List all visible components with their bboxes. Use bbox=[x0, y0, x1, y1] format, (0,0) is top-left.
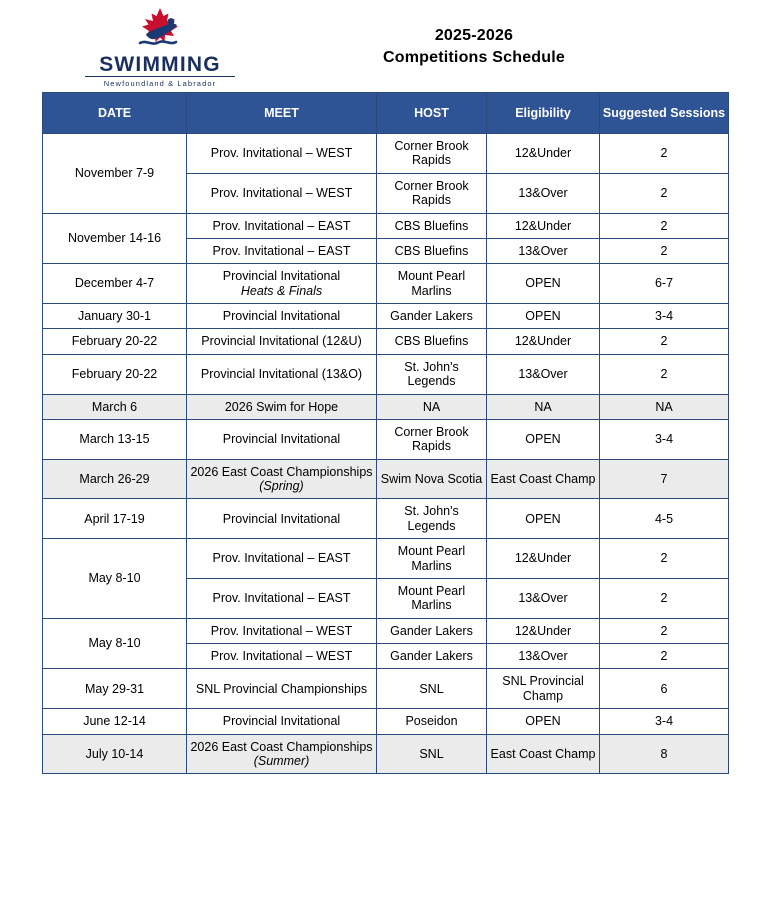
schedule-table-container bbox=[0, 92, 758, 774]
cell-date: May 29-31 bbox=[43, 669, 187, 709]
cell-sessions: 6-7 bbox=[600, 264, 729, 304]
cell-host: Gander Lakers bbox=[377, 644, 487, 669]
cell-date: November 7-9 bbox=[43, 134, 187, 214]
cell-host: CBS Bluefins bbox=[377, 238, 487, 263]
cell-meet: Prov. Invitational – WEST bbox=[187, 618, 377, 643]
cell-eligibility: 12&Under bbox=[487, 539, 600, 579]
cell-sessions: 2 bbox=[600, 329, 729, 354]
meet-subtitle: Heats & Finals bbox=[240, 283, 323, 298]
cell-date: December 4-7 bbox=[43, 264, 187, 304]
cell-sessions: 2 bbox=[600, 618, 729, 643]
organization-logo bbox=[60, 6, 260, 88]
cell-date: February 20-22 bbox=[43, 354, 187, 394]
cell-eligibility: OPEN bbox=[487, 419, 600, 459]
cell-meet: 2026 East Coast Championships (Summer) bbox=[187, 734, 377, 774]
cell-eligibility: OPEN bbox=[487, 304, 600, 329]
cell-host: St. John's Legends bbox=[377, 499, 487, 539]
title-season: 2025-2026 bbox=[434, 27, 514, 45]
cell-eligibility: 13&Over bbox=[487, 578, 600, 618]
table-row bbox=[43, 304, 729, 329]
cell-sessions: 2 bbox=[600, 238, 729, 263]
table-row bbox=[43, 459, 729, 499]
cell-sessions: 2 bbox=[600, 213, 729, 238]
document-title bbox=[260, 25, 728, 68]
table-row bbox=[43, 329, 729, 354]
cell-host: Mount Pearl Marlins bbox=[377, 264, 487, 304]
cell-host: St. John's Legends bbox=[377, 354, 487, 394]
cell-date: February 20-22 bbox=[43, 329, 187, 354]
cell-date: June 12-14 bbox=[43, 709, 187, 734]
cell-sessions: 3-4 bbox=[600, 419, 729, 459]
cell-sessions: 8 bbox=[600, 734, 729, 774]
cell-meet: 2026 East Coast Championships (Spring) bbox=[187, 459, 377, 499]
cell-eligibility: OPEN bbox=[487, 709, 600, 734]
column-header-sessions: Suggested Sessions bbox=[600, 93, 729, 134]
cell-eligibility: 12&Under bbox=[487, 134, 600, 174]
cell-host: CBS Bluefins bbox=[377, 213, 487, 238]
cell-eligibility: East Coast Champ bbox=[487, 734, 600, 774]
cell-host: Gander Lakers bbox=[377, 304, 487, 329]
column-header-date: DATE bbox=[43, 93, 187, 134]
meet-subtitle: (Summer) bbox=[253, 753, 310, 768]
cell-date: May 8-10 bbox=[43, 539, 187, 619]
table-row bbox=[43, 669, 729, 709]
cell-eligibility: OPEN bbox=[487, 264, 600, 304]
cell-sessions: 3-4 bbox=[600, 304, 729, 329]
table-row bbox=[43, 264, 729, 304]
cell-sessions: 2 bbox=[600, 173, 729, 213]
logo-wordmark: SWIMMING bbox=[99, 53, 221, 76]
column-header-host: HOST bbox=[377, 93, 487, 134]
table-row bbox=[43, 394, 729, 419]
cell-eligibility: 13&Over bbox=[487, 238, 600, 263]
cell-date: November 14-16 bbox=[43, 213, 187, 264]
cell-host: Swim Nova Scotia bbox=[377, 459, 487, 499]
cell-eligibility: East Coast Champ bbox=[487, 459, 600, 499]
table-row bbox=[43, 213, 729, 238]
cell-host: Mount Pearl Marlins bbox=[377, 539, 487, 579]
column-header-meet: MEET bbox=[187, 93, 377, 134]
cell-host: Corner Brook Rapids bbox=[377, 134, 487, 174]
cell-date: March 6 bbox=[43, 394, 187, 419]
cell-eligibility: 12&Under bbox=[487, 213, 600, 238]
cell-meet: Prov. Invitational – WEST bbox=[187, 134, 377, 174]
cell-host: Corner Brook Rapids bbox=[377, 419, 487, 459]
maple-leaf-swimmer-icon bbox=[130, 6, 190, 52]
document-header bbox=[0, 0, 758, 92]
cell-sessions: NA bbox=[600, 394, 729, 419]
cell-meet: Provincial Invitational bbox=[187, 419, 377, 459]
meet-subtitle: (Spring) bbox=[259, 479, 304, 493]
cell-sessions: 6 bbox=[600, 669, 729, 709]
cell-date: May 8-10 bbox=[43, 618, 187, 669]
table-header-row bbox=[43, 93, 729, 134]
logo-subtitle: Newfoundland & Labrador bbox=[103, 79, 217, 88]
cell-meet: Provincial Invitational (12&U) bbox=[187, 329, 377, 354]
cell-sessions: 4-5 bbox=[600, 499, 729, 539]
cell-meet: Provincial Invitational bbox=[187, 304, 377, 329]
cell-host: Poseidon bbox=[377, 709, 487, 734]
cell-eligibility: 13&Over bbox=[487, 644, 600, 669]
cell-eligibility: 13&Over bbox=[487, 354, 600, 394]
cell-date: March 26-29 bbox=[43, 459, 187, 499]
table-row bbox=[43, 419, 729, 459]
logo-divider bbox=[85, 76, 235, 77]
cell-sessions: 3-4 bbox=[600, 709, 729, 734]
cell-eligibility: SNL Provincial Champ bbox=[487, 669, 600, 709]
cell-meet: Prov. Invitational – WEST bbox=[187, 173, 377, 213]
cell-meet: Prov. Invitational – EAST bbox=[187, 539, 377, 579]
cell-host: SNL bbox=[377, 669, 487, 709]
cell-eligibility: 12&Under bbox=[487, 618, 600, 643]
cell-eligibility: 12&Under bbox=[487, 329, 600, 354]
cell-sessions: 2 bbox=[600, 644, 729, 669]
title-subject: Competitions Schedule bbox=[383, 49, 565, 66]
cell-meet: 2026 Swim for Hope bbox=[187, 394, 377, 419]
cell-sessions: 2 bbox=[600, 354, 729, 394]
table-row bbox=[43, 618, 729, 643]
competitions-schedule-table bbox=[42, 92, 729, 774]
cell-host: Gander Lakers bbox=[377, 618, 487, 643]
table-row bbox=[43, 354, 729, 394]
cell-eligibility: 13&Over bbox=[487, 173, 600, 213]
table-body bbox=[43, 134, 729, 774]
cell-meet: Prov. Invitational – EAST bbox=[187, 578, 377, 618]
column-header-eligibility: Eligibility bbox=[487, 93, 600, 134]
table-row bbox=[43, 539, 729, 579]
cell-host: CBS Bluefins bbox=[377, 329, 487, 354]
cell-sessions: 7 bbox=[600, 459, 729, 499]
table-row bbox=[43, 709, 729, 734]
table-row bbox=[43, 734, 729, 774]
cell-host: SNL bbox=[377, 734, 487, 774]
cell-date: April 17-19 bbox=[43, 499, 187, 539]
cell-date: July 10-14 bbox=[43, 734, 187, 774]
table-row bbox=[43, 499, 729, 539]
cell-meet: Prov. Invitational – EAST bbox=[187, 213, 377, 238]
cell-host: Corner Brook Rapids bbox=[377, 173, 487, 213]
cell-meet: Prov. Invitational – WEST bbox=[187, 644, 377, 669]
cell-meet: SNL Provincial Championships bbox=[187, 669, 377, 709]
cell-meet: Provincial Invitational Heats & Finals bbox=[187, 264, 377, 304]
cell-eligibility: OPEN bbox=[487, 499, 600, 539]
cell-sessions: 2 bbox=[600, 539, 729, 579]
cell-sessions: 2 bbox=[600, 134, 729, 174]
cell-meet: Provincial Invitational bbox=[187, 709, 377, 734]
cell-meet: Provincial Invitational bbox=[187, 499, 377, 539]
cell-sessions: 2 bbox=[600, 578, 729, 618]
cell-meet: Provincial Invitational (13&O) bbox=[187, 354, 377, 394]
table-row bbox=[43, 134, 729, 174]
cell-host: NA bbox=[377, 394, 487, 419]
cell-date: March 13-15 bbox=[43, 419, 187, 459]
cell-date: January 30-1 bbox=[43, 304, 187, 329]
cell-meet: Prov. Invitational – EAST bbox=[187, 238, 377, 263]
cell-host: Mount Pearl Marlins bbox=[377, 578, 487, 618]
cell-eligibility: NA bbox=[487, 394, 600, 419]
